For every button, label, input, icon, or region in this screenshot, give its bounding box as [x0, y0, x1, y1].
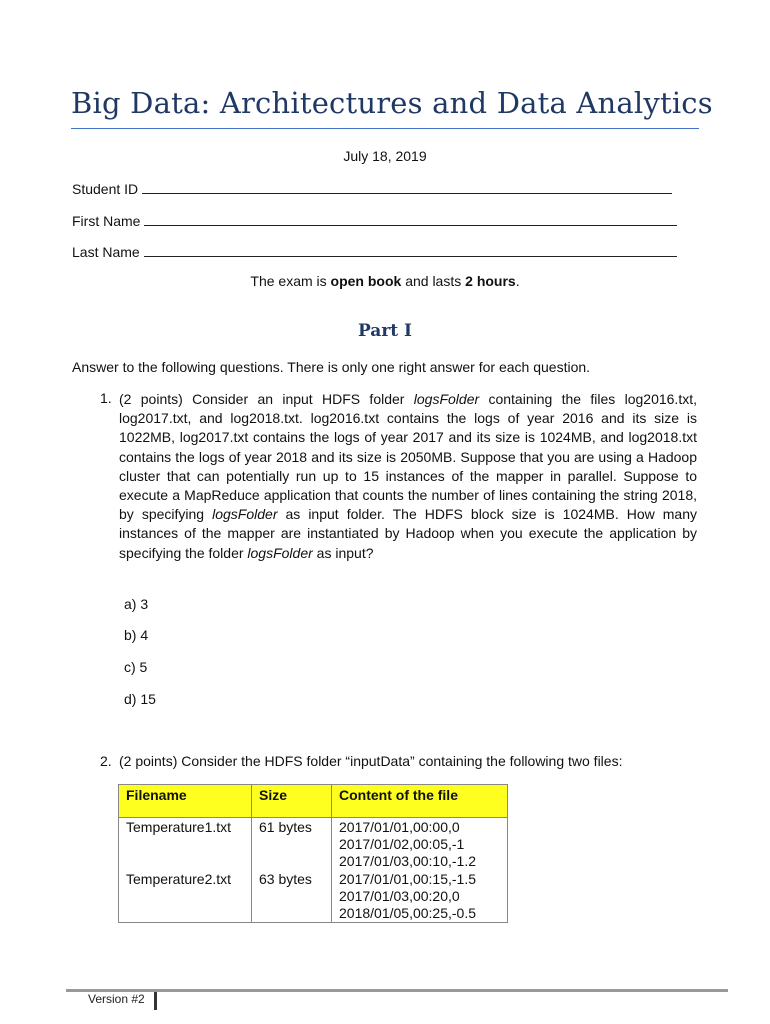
student-id-field [72, 179, 672, 197]
header-content: Content of the file [332, 785, 508, 818]
table-header-row [119, 785, 508, 818]
title-underline [71, 128, 699, 129]
exam-note-prefix: The exam is [250, 273, 331, 289]
row-1-line-2: 2017/01/02,00:05,-1 [339, 836, 465, 852]
footer-divider [154, 992, 157, 1010]
q1-folder-name-1: logsFolder [413, 391, 480, 407]
version-label: Version #2 [88, 992, 145, 1006]
exam-note-middle: and lasts [401, 273, 466, 289]
exam-note-open-book: open book [330, 273, 402, 289]
option-b[interactable]: b) 4 [124, 627, 149, 643]
q1-part-3: as input folder. The HDFS block size is 1024MB. How many instances of the mapper are instantiated by Hadoop when you execute the application by specifying the folder [119, 506, 698, 561]
q1-folder-name-2: logsFolder [212, 506, 278, 523]
question-2-number: 2. [100, 753, 112, 769]
row-1-line-3: 2017/01/03,00:10,-1.2 [339, 853, 477, 869]
row-2-line-2: 2017/01/03,00:20,0 [339, 888, 460, 904]
row-2-size: 63 bytes [252, 870, 332, 923]
files-table [118, 784, 508, 923]
q1-part-1: (2 points) Consider an input HDFS folder [119, 391, 414, 407]
row-1-size: 61 bytes [252, 818, 332, 871]
exam-note [0, 273, 770, 289]
row-2-filename: Temperature2.txt [119, 870, 252, 923]
header-size: Size [252, 785, 332, 818]
first-name-label: First Name [72, 213, 141, 229]
question-1-number: 1. [100, 390, 112, 406]
option-a[interactable]: a) 3 [124, 596, 149, 612]
option-c[interactable]: c) 5 [124, 659, 148, 675]
part-heading: Part I [357, 321, 413, 341]
row-2-line-3: 2018/01/05,00:25,-0.5 [339, 905, 477, 921]
first-name-blank[interactable] [144, 211, 677, 226]
student-id-label: Student ID [72, 181, 139, 197]
exam-note-duration: 2 hours [465, 273, 516, 289]
q1-part-4: as input? [312, 544, 374, 561]
last-name-blank[interactable] [144, 242, 677, 257]
document-title: Big Data: Architectures and Data Analytics [71, 86, 713, 120]
q1-part-2: containing the files log2016.txt, log2017.txt, and log2018.txt. log2016.txt contains the logs of year 2016 and its size is 1022MB, log2017.txt contains the logs of year 2017 and its size is 1024MB, and log2018.txt contains the logs of year 2018 and its size is 2050MB. Suppose that you are using a Hadoop cluster that can potentially run up to 15 instances of the mapper in parallel. Suppose to execute a MapReduce application that counts the number of lines containing the string 2018, by specifying [119, 391, 697, 523]
option-d[interactable]: d) 15 [124, 691, 156, 707]
last-name-label: Last Name [72, 244, 140, 260]
instructions: Answer to the following questions. There is only one right answer for each question. [72, 359, 591, 375]
header-filename: Filename [119, 785, 252, 818]
question-1-text [119, 390, 697, 563]
row-2-line-1: 2017/01/01,00:15,-1.5 [339, 871, 477, 887]
footer-rule [66, 989, 728, 992]
last-name-field [72, 242, 677, 260]
exam-note-suffix: . [515, 273, 520, 289]
question-2-text: (2 points) Consider the HDFS folder “inputData” containing the following two files: [119, 753, 623, 769]
student-id-blank[interactable] [142, 179, 672, 194]
q1-folder-name-3: logsFolder [247, 544, 313, 561]
row-1-filename: Temperature1.txt [119, 818, 252, 871]
exam-date: July 18, 2019 [343, 148, 427, 164]
first-name-field [72, 211, 677, 229]
row-1-line-1: 2017/01/01,00:00,0 [339, 819, 460, 835]
row-1-content [332, 818, 508, 871]
row-2-content [332, 870, 508, 923]
table-row [119, 818, 508, 871]
table-row [119, 870, 508, 923]
